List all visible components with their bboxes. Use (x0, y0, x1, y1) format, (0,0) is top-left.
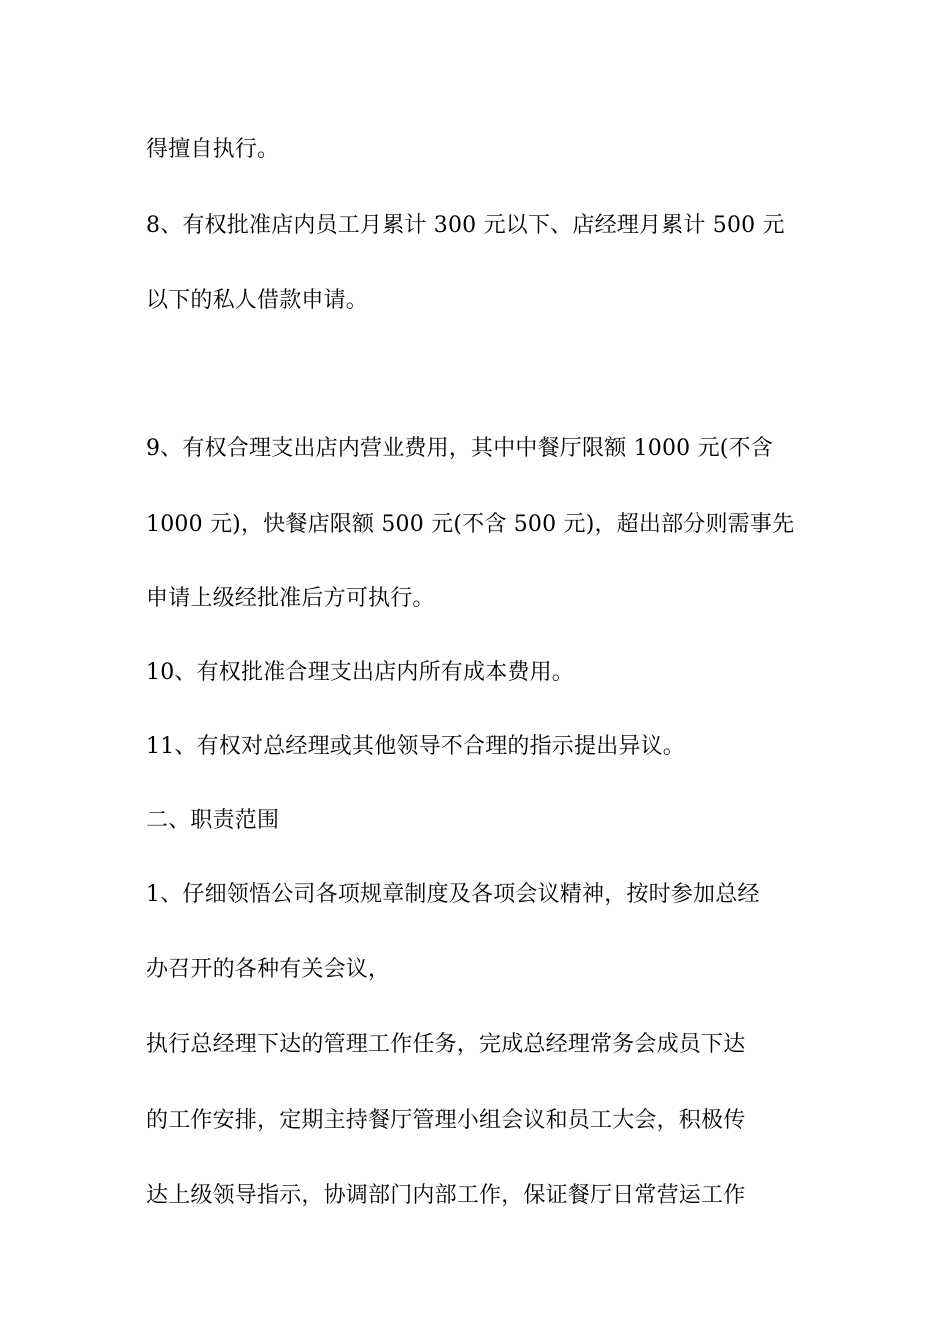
text-line-item-8: 8、有权批准店内员工月累计 300 元以下、店经理月累计 500 元 (146, 213, 785, 238)
text-line-item-9-end: 申请上级经批准后方可执行。 (146, 586, 435, 611)
text-line-item-8-cont: 以下的私人借款申请。 (146, 288, 369, 313)
text-line-paragraph: 的工作安排，定期主持餐厅管理小组会议和员工大会，积极传 (146, 1108, 746, 1133)
text-line-continuation: 得擅自执行。 (146, 137, 280, 162)
text-line-item-9-cont: 1000 元)，快餐店限额 500 元(不含 500 元)，超出部分则需事先 (146, 512, 795, 537)
text-line-item-11: 11、有权对总经理或其他领导不合理的指示提出异议。 (146, 734, 685, 759)
text-line-item-9: 9、有权合理支出店内营业费用，其中中餐厅限额 1000 元(不含 (146, 436, 773, 461)
text-line-paragraph: 执行总经理下达的管理工作任务，完成总经理常务会成员下达 (146, 1032, 746, 1057)
text-line-item-10: 10、有权批准合理支出店内所有成本费用。 (146, 660, 574, 685)
text-line-duty-1: 1、仔细领悟公司各项规章制度及各项会议精神，按时参加总经 (146, 882, 760, 907)
text-line-paragraph: 达上级领导指示，协调部门内部工作，保证餐厅日常营运工作 (146, 1183, 746, 1208)
section-heading: 二、职责范围 (146, 808, 280, 833)
text-line-duty-1-cont: 办召开的各种有关会议， (146, 957, 391, 982)
